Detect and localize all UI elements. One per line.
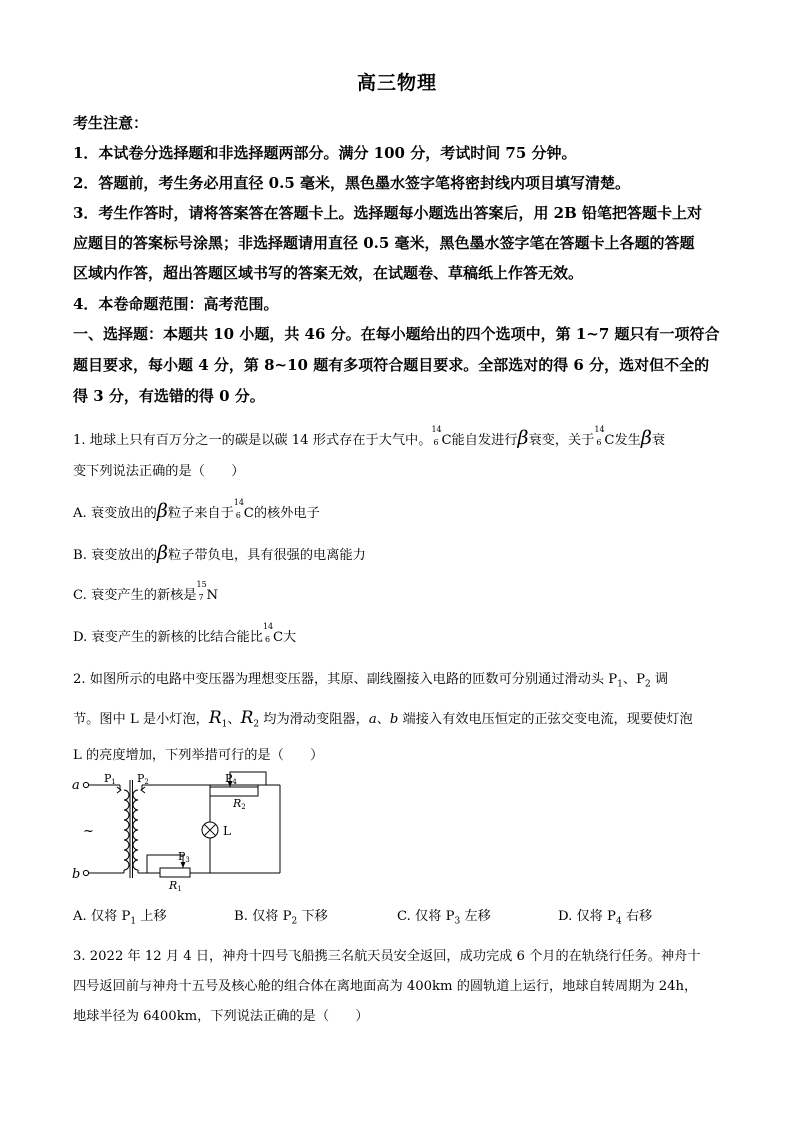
q1-option-b: B. 衰变放出的β粒子带负电，具有很强的电离能力 <box>73 542 366 564</box>
page-title: 高三物理 <box>356 72 437 94</box>
label-a: a <box>72 778 80 793</box>
q1-stem-a: 1. 地球上只有百万分之一的碳是以碳 14 形式存在于大气中。 <box>73 433 432 448</box>
notice-item-1: 1．本试卷分选择题和非选择题两部分。满分 100 分，考试时间 75 分钟。 <box>73 144 577 162</box>
q2-option-c: C. 仅将 $P_3$ 左移 <box>397 909 491 927</box>
label-b: b <box>72 867 81 882</box>
label-p3: P3 <box>178 850 190 864</box>
notice-item-3-line-1: 3．考生作答时，请将答案答在答题卡上。选择题每小题选出答案后，用 2B 铅笔把答题卡上对 <box>73 204 703 222</box>
notice-item-3-line-3: 区域内作答，超出答题区域书写的答案无效，在试题卷、草稿纸上作答无效。 <box>73 264 584 282</box>
resistor-r2 <box>210 787 258 796</box>
q2-stem-line-2: 节。图中 L 是小灯泡，$R_1$、$R_2$ 均为滑动变阻器，a、b 端接入有效电压恒定的正弦交变电流，现要使灯泡 <box>73 708 693 730</box>
notice-heading: 考生注意： <box>73 114 149 132</box>
label-lamp: L <box>223 824 231 838</box>
q2-stem-line-3: L 的亮度增加，下列举措可行的是（ ） <box>73 748 324 763</box>
c14-nuclide: 14 6 <box>594 425 605 447</box>
terminal-a <box>83 782 88 787</box>
section-1-line-3: 得 3 分，有选错的得 0 分。 <box>73 387 265 405</box>
q1-option-a: A. 衰变放出的β粒子来自于 14 6 C的核外电子 <box>73 498 320 522</box>
section-1-line-1: 一、选择题：本题共 10 小题，共 46 分。在每小题给出的四个选项中，第 1~7 题只有一项符合 <box>73 325 720 343</box>
q1-stem-line-2: 变下列说法正确的是（ ） <box>73 464 245 479</box>
q1-option-d: D. 衰变产生的新核的比结合能比 14 6 C大 <box>73 622 297 645</box>
notice-item-2: 2．答题前，考生务必用直径 0.5 毫米，黑色墨水签字笔将密封线内项目填写清楚。 <box>73 174 630 192</box>
circuit-diagram <box>68 768 290 894</box>
q2-option-b: B. 仅将 $P_2$ 下移 <box>234 909 328 927</box>
q3-stem-line-1: 3. 2022 年 12 月 4 日，神舟十四号飞船携三名航天员安全返回，成功完成 6 个月的在轨绕行任务。神舟十 <box>73 949 701 964</box>
q2-option-d: D. 仅将 $P_4$ 右移 <box>558 909 653 927</box>
q1-option-c: C. 衰变产生的新核是 15 7 N <box>73 580 219 603</box>
c14-nuclide: 14 6 <box>431 425 442 447</box>
q2-option-a: A. 仅将 $P_1$ 上移 <box>73 909 167 927</box>
label-r1: R1 <box>169 879 182 893</box>
notice-item-3-line-2: 应题目的答案标号涂黑；非选择题请用直径 0.5 毫米，黑色墨水签字笔在答题卡上各题的答题 <box>73 234 695 252</box>
ac-source-symbol: ~ <box>83 824 94 839</box>
terminal-b <box>83 870 88 875</box>
label-r2: R2 <box>233 797 246 811</box>
q3-stem-line-3: 地球半径为 6400km，下列说法正确的是（ ） <box>73 1009 369 1024</box>
section-1-line-2: 题目要求，每小题 4 分，第 8~10 题有多项符合题目要求。全部选对的得 6 分，选对但不全的 <box>73 356 710 374</box>
resistor-r1 <box>160 868 190 877</box>
q2-stem-line-1: 2. 如图所示的电路中变压器为理想变压器，其原、副线圈接入电路的匝数可分别通过滑动头 $P_1$、$P_2$ 调 <box>73 672 669 690</box>
notice-item-4: 4．本卷命题范围：高考范围。 <box>73 295 279 313</box>
primary-coil <box>124 790 129 870</box>
label-p4: P4 <box>225 772 237 786</box>
q1-stem-line-1: 1. 地球上只有百万分之一的碳是以碳 14 形式存在于大气中。 14 6 C能自发进行β衰变，关于 14 6 C发生β衰 <box>73 425 666 449</box>
label-p2: P2 <box>137 772 149 786</box>
q3-stem-line-2: 四号返回前与神舟十五号及核心舱的组合体在离地面高为 400km 的圆轨道上运行，地球自转周期为 24h， <box>73 979 698 994</box>
label-p1: P1 <box>104 772 116 786</box>
secondary-coil <box>133 790 138 870</box>
